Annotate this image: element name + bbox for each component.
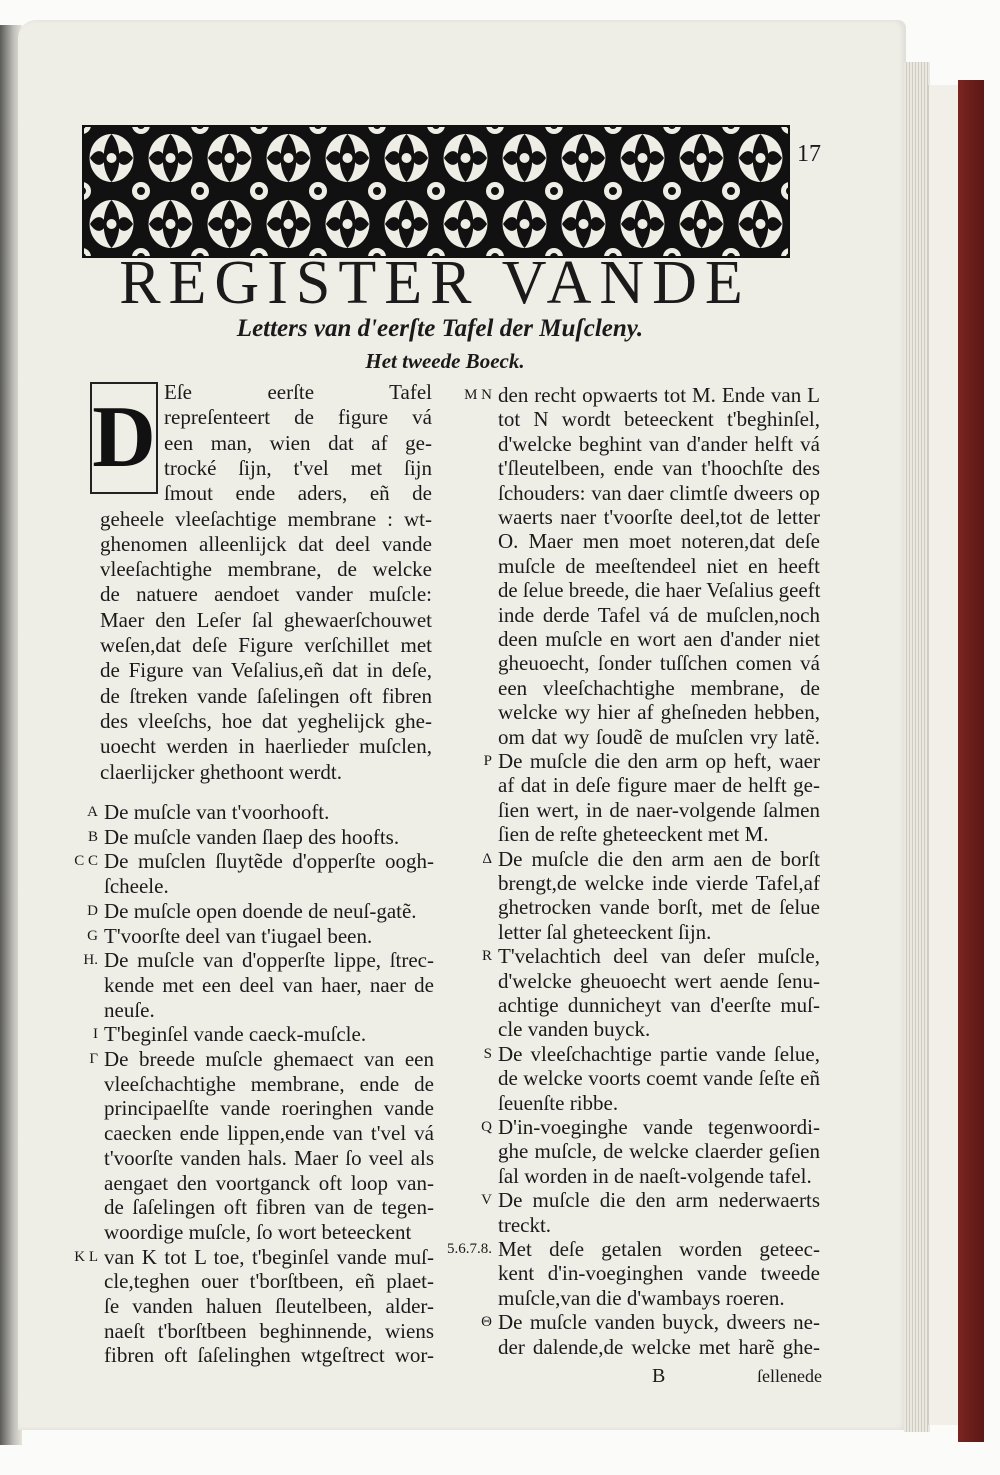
book-cover-edge	[958, 80, 984, 1442]
entry-line: principaelſte vande roeringhen vande	[104, 1096, 434, 1121]
entry-line: De muſclen ſluytẽde d'opperſte oogh-	[104, 849, 434, 874]
entry-line: de ſelue breede, die haer Veſalius geeft	[498, 578, 821, 603]
entry-line: T'beginſel vande caeck-muſcle.	[104, 1022, 367, 1047]
entry-line: fibren oft ſaſelinghen wtgeſtrect wor-	[104, 1343, 434, 1368]
key-letter-marker: I	[93, 1026, 98, 1043]
key-letter-marker: S	[483, 1045, 492, 1062]
entry-line: ſe vanden haluen ſleutelbeen, alder-	[104, 1294, 434, 1318]
intro-line: des vleeſchs, hoe dat yeghelijck ghe-	[100, 708, 432, 733]
entry-line: af dat in deſe figure maer de helft ge-	[498, 773, 820, 798]
key-letter-marker: K L	[74, 1248, 98, 1265]
page-title: REGISTER VANDE	[119, 249, 751, 317]
entry-line: caecken ende lippen,ende van t'vel vá	[104, 1121, 434, 1146]
entry-line: tot N wordt beteeckent t'beghinſel,	[498, 407, 820, 432]
entry-line: d'welcke gheuoecht wert aende ſenu-	[498, 968, 820, 993]
entry-line: ſchouders: van daer climtſe dweers op	[498, 480, 820, 505]
entry-line: kent d'in-voeginghen vande tweede	[498, 1261, 820, 1286]
entry-line: de welcke voorts coemt vande ſeſte eñ	[498, 1066, 820, 1091]
entry-line: der dalende,de welcke met harẽ ghe-	[498, 1334, 820, 1359]
entry-line: inde derde Tafel vá de muſclen,noch	[498, 602, 820, 627]
intro-line: de Figure van Veſalius,eñ dat in deſe,	[100, 658, 432, 683]
page-subtitle: Letters van d'eerſte Tafel der Muſcleny.	[236, 315, 644, 342]
entry-line: ſien de reſte gheteeckent met M.	[498, 822, 769, 847]
intro-line: vleeſachtighe membrane, de welcke	[100, 557, 432, 582]
entry-line: letter ſal gheteeckent ſijn.	[498, 919, 712, 944]
entry-line: van K tot L toe, t'beginſel vande muſ-	[104, 1244, 434, 1269]
entry-line: De muſcle die den arm op heft, waer	[498, 749, 820, 773]
entry-line: den recht opwaerts tot M. Ende van L	[498, 383, 820, 407]
key-letter-marker: B	[87, 828, 98, 845]
page-number: 17	[797, 141, 821, 167]
intro-line: weſen,dat deſe Figure verſchillet met	[100, 633, 432, 657]
entry-line: woordige muſcle, ſo wort beteeckent	[104, 1219, 412, 1244]
intro-line: ghenomen alleenlijck dat deel vande	[100, 531, 432, 556]
entry-line: De vleeſchachtige partie vande ſelue,	[498, 1041, 820, 1066]
entry-line: T'voorſte deel van t'iugael been.	[104, 923, 373, 948]
entry-line: aengaet den voortganck oft loop van-	[104, 1170, 434, 1195]
entry-line: ſeuenſte ribbe.	[498, 1090, 619, 1115]
entry-line: de ſaſelingen oft fibren van de tegen-	[104, 1195, 434, 1220]
key-letter-marker: Q	[481, 1119, 492, 1135]
entry-line: naeſt t'borſtbeen beghinnende, wiens	[104, 1318, 434, 1343]
entry-line: De breede muſcle ghemaect van een	[104, 1047, 434, 1071]
entry-line: d'welcke beghint van d'ander helft vá	[498, 431, 820, 456]
intro-line: claerlijcker ghethoont werdt.	[100, 759, 342, 784]
entry-line: ſien wert, in de naer-volgende ſalmen	[498, 797, 820, 822]
intro-line: de ſtreken vande ſaſelingen oft fibren	[100, 683, 432, 708]
entry-line: om dat wy ſoudẽ de muſclen vry latẽ.	[498, 724, 820, 749]
entry-line: cle vanden buyck.	[498, 1017, 651, 1042]
key-letter-marker: A	[87, 804, 98, 820]
entry-line: kende met een deel van haer, naer de	[104, 972, 434, 997]
entry-line: De muſcle van t'voorhooft.	[104, 800, 330, 824]
key-letter-marker: Γ	[89, 1051, 98, 1067]
entry-line: De muſcle open doende de neuſ-gatẽ.	[104, 898, 417, 923]
entry-line: De muſcle die den arm nederwaerts	[498, 1188, 820, 1213]
entry-line: Met deſe getalen worden geteec-	[498, 1237, 820, 1261]
entry-line: vleeſchachtighe membrane, ende de	[104, 1071, 434, 1096]
entry-line: waerts naer t'voorſte deel,tot de letter	[498, 505, 820, 529]
intro-line: een man, wien dat af ge-	[164, 430, 432, 455]
intro-first-line: Eſe eerſte Tafel	[164, 380, 432, 404]
entry-line: t'ſleutelbeen, ende van t'hoochſte des	[498, 456, 820, 481]
decorated-drop-cap	[90, 382, 158, 494]
entry-line: gheuoecht, ſonder tuſſchen comen vá	[498, 651, 820, 676]
entry-line: welcke wy hier af gheſneden hebben,	[498, 700, 820, 725]
entry-line: De muſcle van d'opperſte lippe, ſtrec-	[104, 948, 434, 973]
drop-cap-letter: D	[92, 389, 156, 486]
entry-line: De muſcle vanden ſlaep des hoofts.	[104, 824, 400, 849]
page-edges	[904, 62, 930, 1432]
entry-line: T'velachtich deel van deſer muſcle,	[498, 944, 820, 969]
entry-line: ghe muſcle, de welcke claerder geſien	[498, 1139, 820, 1164]
entry-line: achtige dunnicheyt van d'eerſte muſ-	[498, 993, 820, 1017]
key-letter-marker: R	[481, 948, 492, 965]
intro-line: repreſenteert de figure vá	[164, 405, 432, 430]
intro-line: trocké ſijn, t'vel met ſijn	[164, 455, 432, 480]
intro-line: Maer den Leſer ſal ghewaerſchouwet	[100, 607, 432, 632]
entry-line: t'voorſte vanden hals. Maer ſo veel als	[104, 1145, 434, 1170]
key-letter-marker: P	[483, 753, 492, 769]
key-letter-marker: Δ	[482, 850, 492, 867]
intro-line: geheele vleeſachtige membrane : wt-	[100, 506, 432, 531]
key-letter-marker: V	[481, 1192, 492, 1209]
entry-line: muſcle,van die d'wambays roeren.	[498, 1285, 785, 1310]
entry-line: deen muſcle en wort aen d'ander niet	[498, 627, 820, 651]
key-letter-marker: H.	[83, 952, 98, 969]
key-letter-marker: G	[87, 927, 98, 944]
entry-line: een vleeſchachtighe membrane, de	[498, 675, 820, 700]
book-heading: Het tweede Boeck.	[365, 349, 525, 373]
key-letter-marker: Θ	[481, 1314, 492, 1331]
signature-mark: B	[652, 1365, 666, 1387]
entry-line: O. Maer men moet noteren,dat deſe	[498, 529, 820, 554]
entry-line: treckt.	[498, 1212, 552, 1237]
key-letter-marker: C C	[74, 853, 98, 870]
key-letter-marker: M N	[464, 387, 492, 403]
intro-line: ſmout ende aders, eñ de	[164, 481, 432, 506]
entry-line: cle,teghen ouer t'borſtbeen, eñ plaet-	[104, 1269, 434, 1294]
key-letter-marker: D	[87, 902, 98, 919]
entry-line: ſcheele.	[104, 874, 169, 899]
entry-line: brengt,de welcke inde vierde Tafel,af	[498, 871, 820, 895]
decorative-header-border	[82, 125, 790, 258]
entry-line: De muſcle vanden buyck, dweers ne-	[498, 1310, 820, 1335]
entry-line: D'in-voeginghe vande tegenwoordi-	[498, 1115, 820, 1139]
intro-line: uoecht werden in haerlieder muſclen,	[100, 734, 432, 759]
entry-line: De muſcle die den arm aen de borſt	[498, 846, 820, 871]
entry-line: neuſe.	[104, 997, 155, 1022]
key-letter-marker: 5.6.7.8.	[447, 1241, 492, 1257]
entry-line: muſcle de meeſtendeel niet en heeft	[498, 553, 820, 578]
catchword: ſellenede	[757, 1366, 822, 1386]
back-page	[928, 85, 961, 1425]
intro-line: de natuere aendoet vander muſcle:	[100, 582, 432, 607]
entry-line: ſal worden in de naeſt-volgende tafel.	[498, 1163, 812, 1188]
entry-line: ghetrocken vande borſt, met de ſelue	[498, 895, 820, 920]
